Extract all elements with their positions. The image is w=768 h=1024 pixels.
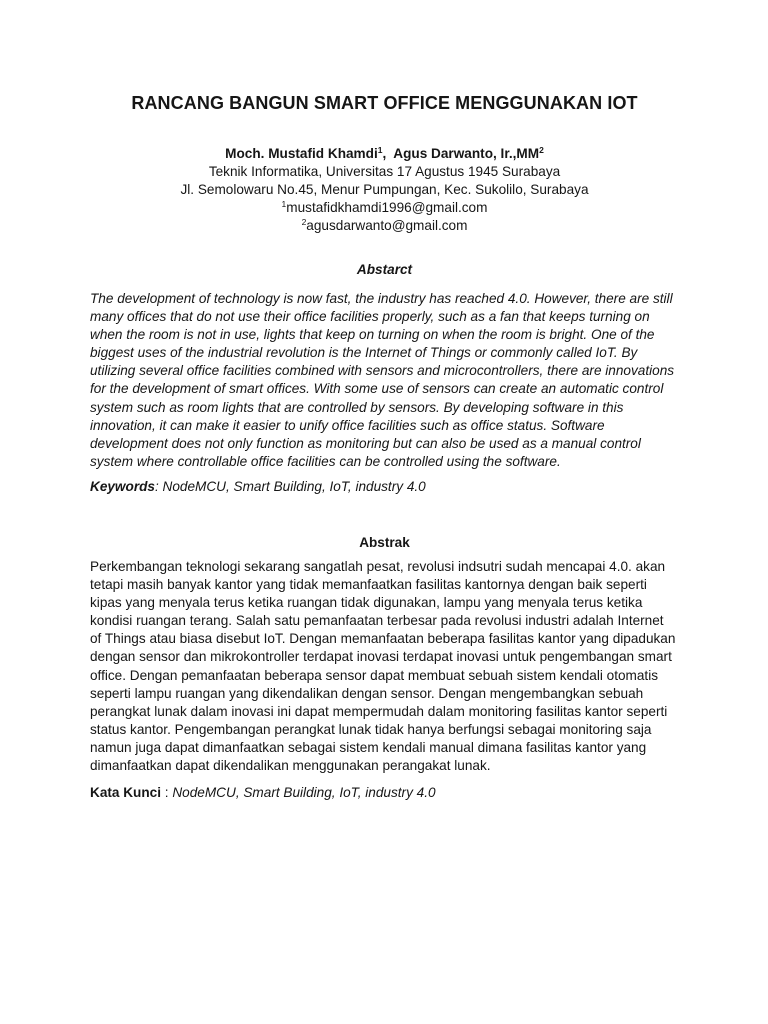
- abstract-en-line: for the development of smart offices. With some use of sensors can create an automatic control: [90, 381, 664, 397]
- abstract-id-heading: Abstrak: [359, 535, 410, 550]
- abstract-en-line: system where controllable office facilities can be controlled using the software.: [90, 453, 561, 469]
- abstract-id-body: [90, 558, 679, 775]
- author-names: [90, 145, 679, 163]
- abstract-en-line: when the room is not in use, lights that keep on turning on when the room is bright. One of the: [90, 327, 655, 343]
- abstract-id-line: Perkembangan teknologi sekarang sangatlah pesat, revolusi indsutri sudah mencapai 4.0. akan: [90, 559, 666, 574]
- abstract-id-line: perangkat lunak dalam inovasi ini dapat mempermudah dalam monitoring fasilitas kantor seperti: [90, 703, 668, 719]
- author-1-name: Moch. Mustafid Khamdi: [225, 146, 378, 161]
- keywords-id-value: NodeMCU, Smart Building, IoT, industry 4.0: [172, 785, 436, 800]
- author-1-superscript: 1: [377, 145, 383, 155]
- email-2-superscript: 2: [301, 217, 307, 227]
- author-email-1: [90, 199, 679, 217]
- abstract-en-line: biggest uses of the industrial revolution is the Internet of Things or commonly called IoT. By: [90, 345, 638, 361]
- author-block: [90, 145, 679, 235]
- abstract-id-line: status kantor. Pengembangan perangkat lunak tidak hanya berfungsi sebagai monitoring saja: [90, 721, 652, 737]
- keywords-en-label: Keywords: [90, 479, 155, 494]
- email-1-address: mustafidkhamdi1996@gmail.com: [286, 200, 488, 215]
- author-separator: ,: [382, 146, 394, 161]
- abstract-id-line: namun juga dapat dimanfaatkan sebagai sistem kendali manual dimana fasilitas kantor yang: [90, 739, 647, 755]
- abstract-id-line: kondisi ruangan terang. Salah satu pemanfaatan terbesar pada revolusi industri adalah Internet: [90, 613, 664, 629]
- abstract-id-line: of Things atau biasa disebut IoT. Dengan memanfaatan beberapa fasilitas kantor yang dipadukan: [90, 631, 676, 647]
- author-address: Jl. Semolowaru No.45, Menur Pumpungan, Kec. Sukolilo, Surabaya: [180, 182, 589, 197]
- abstract-en-heading: Abstarct: [356, 262, 413, 277]
- keywords-id-separator: :: [161, 785, 173, 800]
- abstract-id-line: dimanfaatkan dapat dikendalikan menggunakan perangakat lunak.: [90, 758, 491, 774]
- abstract-id-line: kipas yang menyala terus ketika ruangan tidak digunakan, lampu yang menyala terus ketika: [90, 595, 643, 611]
- abstract-id-line: seperti lampu ruangan yang dikendalikan dengan sensor. Dengan mengembangkan sebuah: [90, 685, 644, 701]
- abstract-id-line: dengan sensor dan mikrokontroller terdapat inovasi terdapat inovasi untuk pengembangan smart: [90, 649, 672, 665]
- abstract-en-line: The development of technology is now fast, the industry has reached 4.0. However, there are still: [90, 291, 673, 306]
- author-affiliation: Teknik Informatika, Universitas 17 Agustus 1945 Surabaya: [208, 164, 561, 179]
- abstract-en-line: many offices that do not use their office facilities properly, such as a fan that keeps turning on: [90, 309, 650, 325]
- keywords-id-label: Kata Kunci: [90, 785, 162, 800]
- author-2-superscript: 2: [539, 145, 544, 155]
- abstract-id-line: office. Dengan pemanfaatan beberapa sensor dapat membuat sebuah sistem kendali otomatis: [90, 667, 659, 683]
- keywords-en-value: NodeMCU, Smart Building, IoT, industry 4.0: [162, 479, 426, 494]
- paper-title: RANCANG BANGUN SMART OFFICE MENGGUNAKAN IOT: [131, 93, 638, 113]
- abstract-en-line: system such as room lights that are controlled by sensors. By developing software in this: [90, 399, 624, 415]
- author-2-name: Agus Darwanto, Ir.,MM: [393, 146, 540, 161]
- keywords-id: [90, 784, 679, 802]
- keywords-en: [90, 478, 679, 496]
- paper-page: [90, 0, 679, 1024]
- abstract-en-body: [90, 290, 679, 471]
- email-1-superscript: 1: [281, 199, 287, 209]
- abstract-id-line: tetapi masih banyak kantor yang tidak memanfaatkan fasilitas kantornya dengan baik seperti: [90, 577, 647, 593]
- abstract-en-line: innovation, it can make it easier to unify office facilities such as office status. Software: [90, 417, 605, 433]
- abstract-en-line: development does not only function as monitoring but can also be used as a manual control: [90, 435, 641, 451]
- abstract-en-line: utilizing several office facilities combined with sensors and microcontrollers, there are innovations: [90, 363, 675, 379]
- email-2-address: agusdarwanto@gmail.com: [306, 218, 468, 233]
- keywords-en-separator: :: [154, 479, 163, 494]
- author-email-2: [90, 217, 679, 235]
